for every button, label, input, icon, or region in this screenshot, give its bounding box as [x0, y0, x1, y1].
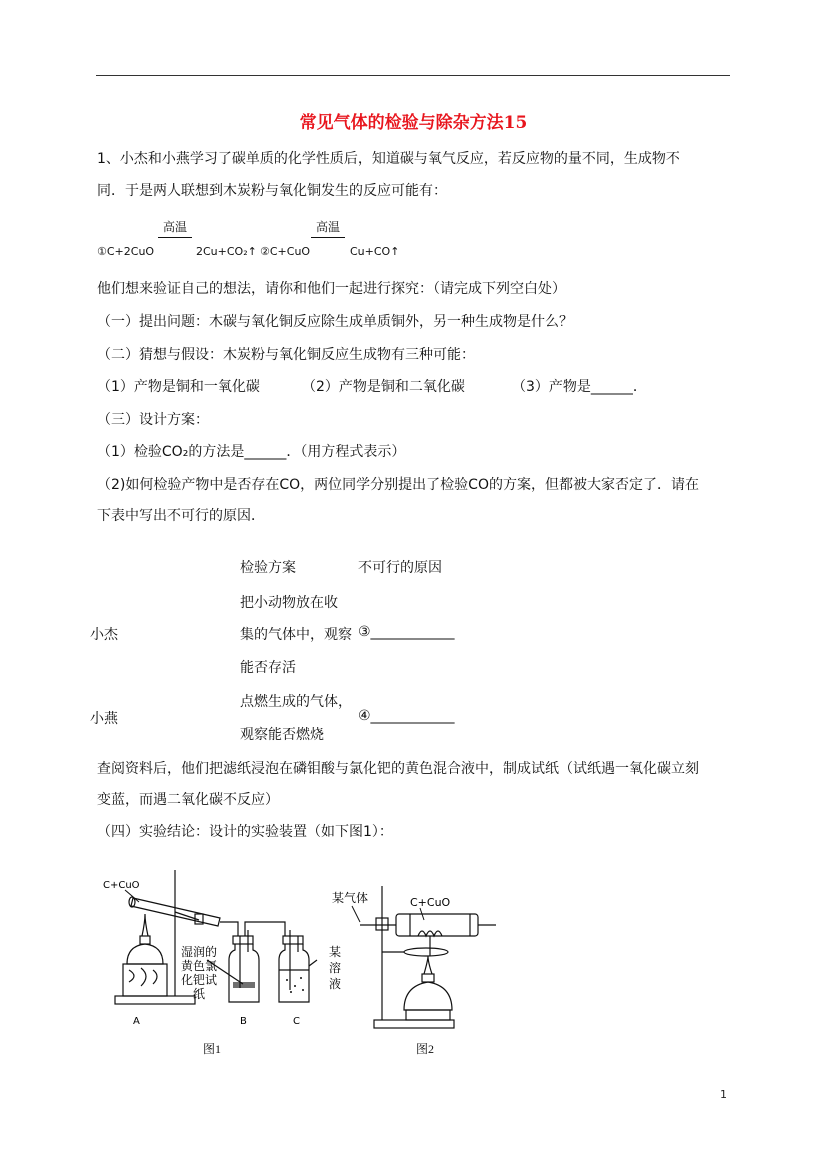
figure-2-apparatus: [330, 880, 500, 1035]
table-row-name: 小燕: [90, 711, 118, 727]
design-1: （1）检验CO₂的方法是______．（用方程式表示）: [97, 444, 406, 460]
fig1-label-b: B: [240, 1016, 247, 1027]
fig1-paper-label: 黄色氯: [181, 959, 218, 973]
question-text: 同．于是两人联想到木炭粉与氧化铜发生的反应可能有：: [97, 183, 447, 199]
figure-1-caption: 图1: [203, 1042, 222, 1056]
fig2-reagent-label: C+CuO: [410, 896, 451, 909]
design-2: （2)如何检验产物中是否存在CO，两位同学分别提出了检验CO的方案，但都被大家否定了．请在: [97, 477, 699, 493]
table-header: 检验方案: [240, 560, 296, 576]
section-design: （三）设计方案：: [97, 412, 209, 428]
hypothesis-2: （2）产物是铜和二氧化碳: [302, 379, 465, 395]
hypothesis-1: （1）产物是铜和一氧化碳: [97, 379, 260, 395]
equation-left: ①C+2CuO: [97, 245, 155, 258]
fig1-solution-label: 某: [329, 945, 342, 959]
section-hypothesis: （二）猜想与假设：木炭粉与氧化铜反应生成物有三种可能：: [97, 347, 475, 363]
info-text: 变蓝，而遇二氧化碳不反应）: [97, 792, 279, 808]
fig1-paper-label: 湿润的: [181, 945, 218, 959]
fig1-solution-label: 液: [329, 977, 342, 991]
table-header: 不可行的原因: [358, 560, 442, 576]
fig1-solution-label: 溶: [329, 961, 342, 975]
design-2: 下表中写出不可行的原因．: [97, 508, 265, 524]
answer-blank: ④____________: [358, 708, 455, 724]
question-text: 1、小杰和小燕学习了碳单质的化学性质后，知道碳与氧气反应，若反应物的量不同，生成物不: [97, 151, 680, 167]
equation-right: 2Cu+CO₂↑: [196, 245, 257, 258]
fig1-label-a: A: [133, 1016, 140, 1027]
intro-text: 他们想来验证自己的想法，请你和他们一起进行探究：（请完成下列空白处）: [97, 281, 566, 297]
answer-blank: ③____________: [358, 624, 455, 640]
info-text: 查阅资料后，他们把滤纸浸泡在磷钼酸与氯化钯的黄色混合液中，制成试纸（试纸遇一氧化碳立刻: [97, 761, 699, 777]
page-number: 1: [720, 1088, 727, 1101]
table-cell: 点燃生成的气体，: [240, 694, 352, 710]
section-question: （一）提出问题：木碳与氧化铜反应除生成单质铜外，另一种生成物是什么？: [97, 314, 573, 330]
figure-2-caption: 图2: [416, 1042, 435, 1056]
fig1-reagent-label: C+CuO: [103, 880, 140, 891]
table-cell: 把小动物放在收: [240, 595, 338, 611]
table-row-name: 小杰: [90, 627, 118, 643]
page-title: 常见气体的检验与除杂方法15: [299, 113, 528, 133]
table-cell: 能否存活: [240, 660, 296, 676]
fig2-gas-label: 某气体: [332, 891, 369, 905]
table-cell: 观察能否燃烧: [240, 727, 324, 743]
table-cell: 集的气体中，观察: [240, 627, 352, 643]
reaction-condition: 高温: [311, 218, 345, 238]
hypothesis-3: （3）产物是______．: [512, 379, 647, 395]
fig1-paper-label: 化钯试: [181, 973, 218, 987]
header-rule: [96, 75, 730, 76]
fig1-label-c: C: [293, 1016, 300, 1027]
section-conclusion: （四）实验结论：设计的实验装置（如下图1）：: [97, 824, 393, 840]
reaction-condition: 高温: [158, 218, 192, 238]
fig1-paper-label: 纸: [193, 987, 206, 1001]
equation-right: Cu+CO↑: [350, 245, 400, 258]
equation-left: ②C+CuO: [260, 245, 311, 258]
